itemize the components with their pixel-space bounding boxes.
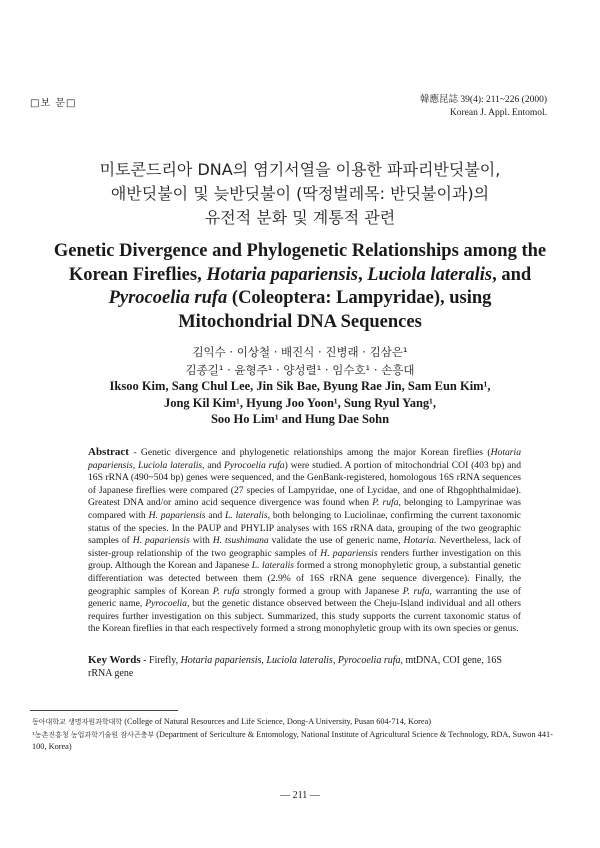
title-text: (Coleoptera: Lampyridae), using xyxy=(227,288,492,308)
abstract-species: L. lateralis xyxy=(251,560,295,572)
abstract-text: , but the genetic distance observed between the Cheju-Island individual and all others requires further investigation on this subject. Summarized, this study supports the current taxonomic status of the Korean fireflies in that each respectively formed a strong monophyletic group with its own species or genus. xyxy=(88,598,521,635)
abstract-species: H. papariensis xyxy=(132,535,190,547)
key-words-species: Hotaria papariensis xyxy=(180,655,262,666)
english-authors xyxy=(40,378,560,428)
english-title-line-4: Mitochondrial DNA Sequences xyxy=(178,311,422,332)
abstract-text: with xyxy=(189,535,213,547)
key-words-text: , xyxy=(261,655,267,666)
title-species: Hotaria papariensis xyxy=(206,264,358,285)
abstract-text: - Genetic divergence and phylogenetic relationships among the major Korean fireflies ( xyxy=(128,447,491,458)
korean-authors xyxy=(40,343,560,379)
abstract-text: renders further investigation on this group. Although the Korean and Japanese xyxy=(88,547,522,572)
footnote-1-korean: 동아대학교 생명자원과학대학 xyxy=(32,718,123,726)
footnote-1-english: (College of Natural Resources and Life Science, Dong-A University, Pusan 604-714, Korea) xyxy=(122,717,432,726)
abstract-text: validate the use of generic name, xyxy=(268,535,404,547)
title-species: Pyrocoelia rufa xyxy=(108,288,228,308)
english-authors-line-2: Jong Kil Kim¹, Hyung Joo Yoon¹, Sung Ryul Yang¹, xyxy=(163,395,437,410)
abstract-text: . Nevertheless, lack of sister-group relationship of the two geographic samples of xyxy=(88,535,522,559)
korean-authors-line-2: 김종길¹ · 윤형주¹ · 양성렬¹ · 임수호¹ · 손흥대 xyxy=(185,363,415,377)
abstract-text: , warranting the use of generic name, xyxy=(88,585,521,610)
abstract-species: H. papariensis xyxy=(148,509,206,521)
title-text: Korean Fireflies, xyxy=(68,264,207,285)
footnote-2-english: (Department of Sericulture & Entomology, National Institute of Agricultural Science & Technology, RDA, Suwon 441-100, Korea) xyxy=(32,729,553,751)
abstract-species: P. rufa xyxy=(212,585,240,597)
key-words xyxy=(88,654,521,680)
abstract-species: Pyrocoelia xyxy=(145,598,187,610)
korean-title-line-1: 미토콘드리아 DNA의 염기서열을 이용한 파파리반딧불이, xyxy=(99,160,501,179)
footnote-divider xyxy=(30,710,178,711)
abstract xyxy=(88,446,521,636)
title-text: , and xyxy=(492,264,532,285)
title-text: , xyxy=(357,264,368,285)
korean-title xyxy=(40,158,560,230)
abstract-species: Hotaria papariensis, Luciola lateralis, xyxy=(88,447,521,471)
key-words-text: - Firefly, xyxy=(140,655,181,666)
page-number: — 211 — xyxy=(280,790,320,801)
abstract-text: , both belonging to Luciolinae, confirming the current taxonomic status of the species. In the PAUP and PHYLIP analyses with 16S rRNA data, grouping of the two geographic samples of xyxy=(88,509,521,547)
english-authors-line-1: Iksoo Kim, Sang Chul Lee, Jin Sik Bae, Byung Rae Jin, Sam Eun Kim¹, xyxy=(109,379,491,393)
key-words-label: Key Words xyxy=(88,654,141,666)
abstract-label: Abstract xyxy=(88,446,129,458)
english-title-line-1: Genetic Divergence and Phylogenetic Relationships among the xyxy=(53,241,547,261)
english-authors-line-3: Soo Ho Lim¹ and Hung Dae Sohn xyxy=(210,412,390,426)
abstract-text: , belonging to Lampyrinae was compared with xyxy=(88,497,521,521)
english-title xyxy=(40,240,560,334)
abstract-species: Hotaria xyxy=(403,535,434,547)
english-title-line-2 xyxy=(40,264,560,288)
section-label: □보 문□ xyxy=(30,98,77,109)
korean-title-line-3: 유전적 분화 및 계통적 관련 xyxy=(204,208,396,227)
abstract-text: strongly formed a group with Japanese xyxy=(239,585,403,597)
footnotes xyxy=(32,716,560,753)
journal-name: Korean J. Appl. Entomol. xyxy=(449,108,547,118)
abstract-species: H. papariensis xyxy=(320,547,378,559)
title-species: Luciola lateralis xyxy=(367,264,493,285)
footnote-2-korean: ¹농촌진흥청 농업과학기술원 잠사곤충부 xyxy=(32,730,155,739)
abstract-species: Pyrocoelia rufa xyxy=(224,459,285,471)
abstract-text: ) were studied. A portion of mitochondrial COI (403 bp) and 16S rRNA (490~504 bp) genes were sequenced, and the GenBank-registered, homologous 16S rRNA sequences of Japanese fireflies were compared (27 species of Lampyridae, one of Lycidae, and one of Rhgophthalmidae). Greatest DNA and/or amino acid sequence divergence was found when xyxy=(88,459,521,509)
abstract-text: and xyxy=(205,509,226,521)
key-words-species: Pyrocoelia rufa xyxy=(337,655,401,666)
abstract-species: L. lateralis xyxy=(225,509,268,521)
footnote-1 xyxy=(32,716,560,729)
english-title-line-3 xyxy=(40,287,560,311)
key-words-text: , xyxy=(332,655,338,666)
journal-citation: 韓應昆誌 39(4): 211~226 (2000) xyxy=(420,95,547,105)
abstract-text: and xyxy=(204,459,225,471)
korean-authors-line-1: 김익수 · 이상철 · 배진식 · 진병래 · 김삼은¹ xyxy=(192,345,408,359)
abstract-species: H. tsushimana xyxy=(212,535,269,547)
footnote-2 xyxy=(32,729,560,753)
abstract-text: formed a strong monophyletic group, a substantial genetic differentiation was detected between them (2.9% of 16S rRNA gene sequence divergence). Finally, the geographic samples of Korean xyxy=(88,560,521,597)
journal-header xyxy=(420,94,547,120)
abstract-species: P. rufa xyxy=(402,585,430,597)
key-words-text: , mtDNA, COI gene, 16S rRNA gene xyxy=(88,655,502,679)
key-words-species: Luciola lateralis xyxy=(266,655,333,666)
abstract-species: P. rufa xyxy=(372,497,399,509)
korean-title-line-2: 애반딧불이 및 늦반딧불이 (딱정벌레목: 반딧불이과)의 xyxy=(110,184,490,203)
